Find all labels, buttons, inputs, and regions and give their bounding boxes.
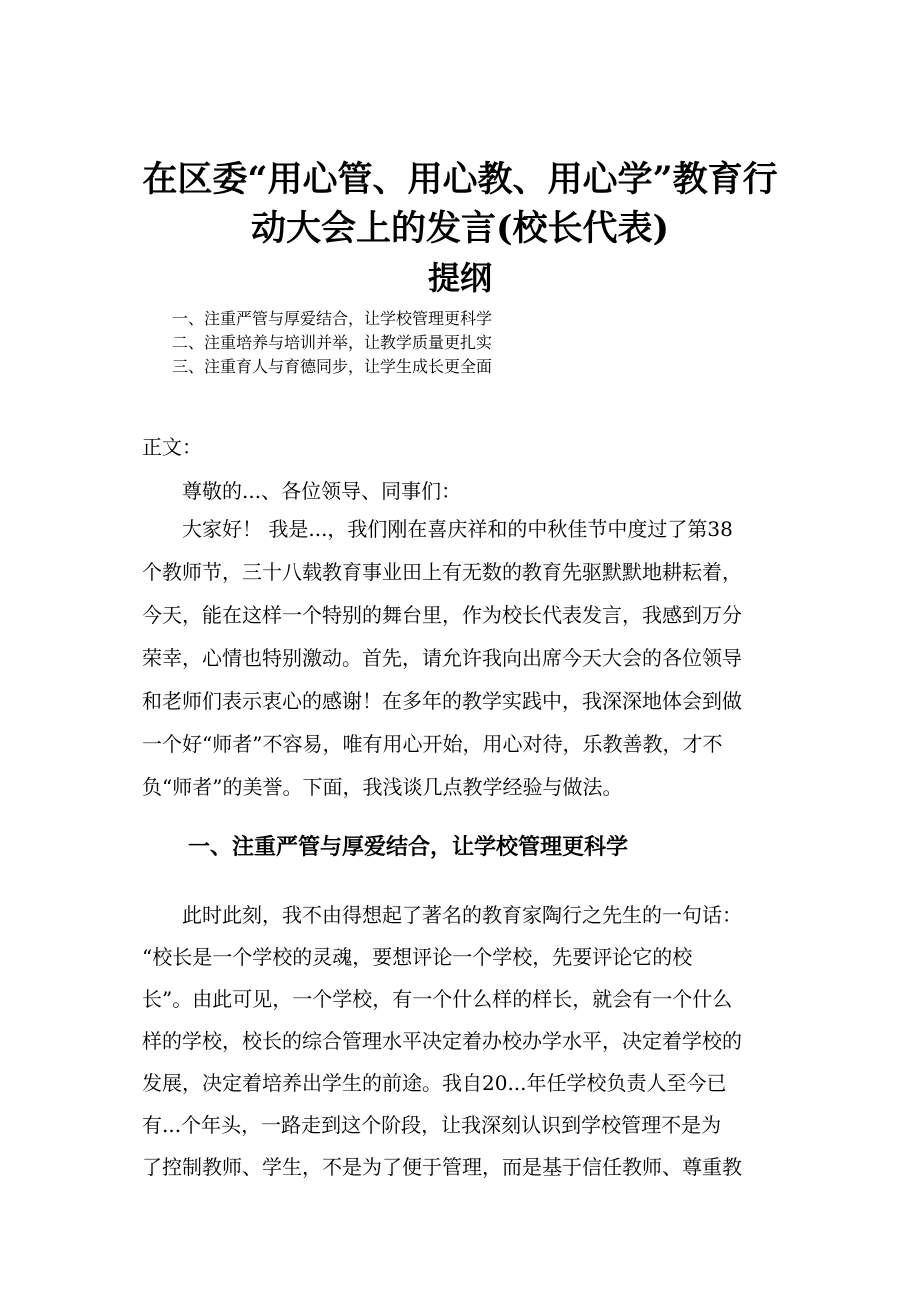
outline-item: 一、注重严管与厚爱结合，让学校管理更科学 xyxy=(172,309,493,328)
paragraph-line: “校长是一个学校的灵魂，要想评论一个学校，先要评论它的校 xyxy=(142,945,693,969)
outline-heading: 提纲 xyxy=(427,259,492,297)
paragraph-line: 今天，能在这样一个特别的舞台里，作为校长代表发言，我感到万分 xyxy=(142,603,742,627)
paragraph-line: 发展，决定着培养出学生的前途。我自20...年任学校负责人至今已 xyxy=(142,1071,727,1095)
paragraph-line: 和老师们表示衷心的感谢！在多年的教学实践中，我深深地体会到做 xyxy=(142,689,742,713)
document-title-line-2: 动大会上的发言(校长代表) xyxy=(250,208,670,249)
paragraph-line: 长”。由此可见，一个学校，有一个什么样的样长，就会有一个什么 xyxy=(142,987,733,1011)
section-heading: 一、注重严管与厚爱结合，让学校管理更科学 xyxy=(188,835,629,860)
document-title-line-1: 在区委“用心管、用心教、用心学”教育行 xyxy=(142,159,778,200)
body-label: 正文： xyxy=(142,435,202,459)
greeting: 尊敬的...、各位领导、同事们： xyxy=(182,479,462,503)
outline-item: 三、注重育人与育德同步，让学生成长更全面 xyxy=(172,357,493,376)
paragraph-line: 一个好“师者”不容易，唯有用心开始，用心对待，乐教善教，才不 xyxy=(142,732,723,756)
paragraph-line: 了控制教师、学生，不是为了便于管理，而是基于信任教师、尊重教 xyxy=(142,1155,742,1179)
paragraph-line: 样的学校，校长的综合管理水平决定着办校办学水平，决定着学校的 xyxy=(142,1029,742,1053)
paragraph-line: 负“师者”的美誉。下面，我浅谈几点教学经验与做法。 xyxy=(142,775,623,799)
paragraph-line: 大家好！ 我是...，我们刚在喜庆祥和的中秋佳节中度过了第38 xyxy=(182,517,733,541)
outline-item: 二、注重培养与培训并举，让教学质量更扎实 xyxy=(172,333,493,352)
paragraph-line: 有...个年头，一路走到这个阶段，让我深刻认识到学校管理不是为 xyxy=(142,1113,722,1137)
paragraph-line: 个教师节，三十八载教育事业田上有无数的教育先驱默默地耕耘着， xyxy=(142,560,742,584)
paragraph-line: 此时此刻，我不由得想起了著名的教育家陶行之先生的一句话： xyxy=(182,903,742,927)
paragraph-line: 荣幸，心情也特别激动。首先，请允许我向出席今天大会的各位领导 xyxy=(142,646,742,670)
